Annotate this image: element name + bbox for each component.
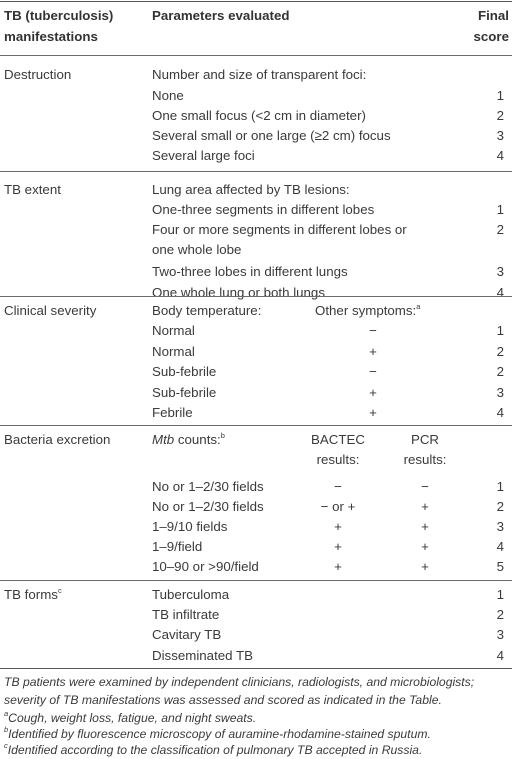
excretion-heading-pcr-line2: results: xyxy=(403,452,447,467)
table-cell: Febrile xyxy=(152,405,193,420)
table-cell: Disseminated TB xyxy=(152,648,253,663)
footnote-b: $^b$Identified by fluorescence microscopy of auramine-rhodamine-stained sputum. xyxy=(4,724,431,741)
table-cell: − xyxy=(421,479,429,494)
excretion-heading-pcr: PCR xyxy=(410,432,440,447)
severity-heading-temp: Body temperature: xyxy=(152,303,262,318)
section-rule xyxy=(0,171,512,172)
header-final-line1: Final xyxy=(477,8,509,23)
score-cell: 4 xyxy=(496,648,504,663)
header-rule xyxy=(0,55,512,56)
header-manifestations-line1: TB (tuberculosis) xyxy=(4,8,114,23)
table-cell: No or 1–2/30 fields xyxy=(152,499,264,514)
section-rule xyxy=(0,296,512,297)
header-manifestations-line2: manifestations xyxy=(4,29,98,44)
table-cell: + xyxy=(421,559,429,574)
excretion-heading-bactec: BACTEC xyxy=(311,432,365,447)
severity-label: Clinical severity xyxy=(4,303,97,318)
table-cell: One whole lung or both lungs xyxy=(152,285,325,300)
excretion-heading-bactec-line2: results: xyxy=(316,452,360,467)
table-cell: Four or more segments in different lobes or xyxy=(152,222,407,237)
table-cell: One small focus (<2 cm in diameter) xyxy=(152,108,366,123)
score-cell: 1 xyxy=(496,202,504,217)
footnote-main: TB patients were examined by independent clinicians, radiologists, and microbiologists; severity of TB manifestations was assessed and scored as indicated in the Table. xyxy=(4,675,475,707)
table-cell: No or 1–2/30 fields xyxy=(152,479,264,494)
table-cell: + xyxy=(369,385,377,400)
score-cell: 1 xyxy=(496,88,504,103)
score-cell: 4 xyxy=(496,148,504,163)
table-cell: 10–90 or >90/field xyxy=(152,559,259,574)
table-cell: − xyxy=(334,479,342,494)
table-cell: Cavitary TB xyxy=(152,627,222,642)
score-cell: 2 xyxy=(496,364,504,379)
score-cell: 3 xyxy=(496,627,504,642)
table-cell: None xyxy=(152,88,184,103)
destruction-heading: Number and size of transparent foci: xyxy=(152,67,367,82)
score-cell: 4 xyxy=(496,285,504,300)
table-cell: − xyxy=(369,364,377,379)
table-cell: Sub-febrile xyxy=(152,385,217,400)
extent-label: TB extent xyxy=(4,182,61,197)
table-cell: + xyxy=(369,344,377,359)
score-cell: 1 xyxy=(496,323,504,338)
score-cell: 1 xyxy=(496,587,504,602)
severity-heading-symptoms: Other symptoms:$^a$ xyxy=(315,301,421,318)
table-cell: + xyxy=(421,539,429,554)
score-cell: 1 xyxy=(496,479,504,494)
table-cell: Two-three lobes in different lungs xyxy=(152,264,348,279)
table-cell: TB infiltrate xyxy=(152,607,220,622)
score-cell: 5 xyxy=(496,559,504,574)
table-cell: one whole lobe xyxy=(152,242,242,257)
score-cell: 3 xyxy=(496,385,504,400)
score-cell: 3 xyxy=(496,264,504,279)
score-cell: 2 xyxy=(496,499,504,514)
table-cell: Normal xyxy=(152,323,195,338)
table-cell: + xyxy=(334,519,342,534)
table-cell: + xyxy=(334,539,342,554)
footnote-c: $^c$Identified according to the classification of pulmonary TB accepted in Russia. xyxy=(4,740,423,757)
destruction-label: Destruction xyxy=(4,67,72,82)
table-cell: − xyxy=(369,323,377,338)
extent-heading: Lung area affected by TB lesions: xyxy=(152,182,350,197)
score-cell: 2 xyxy=(496,344,504,359)
score-cell: 3 xyxy=(496,128,504,143)
footnote-a: $^a$Cough, weight loss, fatigue, and night sweats. xyxy=(4,708,257,725)
table-cell: One-three segments in different lobes xyxy=(152,202,375,217)
table-cell: Sub-febrile xyxy=(152,364,217,379)
section-rule xyxy=(0,425,512,426)
score-cell: 3 xyxy=(496,519,504,534)
table-top-rule xyxy=(0,1,512,2)
table-cell: + xyxy=(334,559,342,574)
excretion-heading-counts: Mtb counts:$^b$ xyxy=(152,430,225,447)
table-cell: − or + xyxy=(320,499,356,514)
score-cell: 4 xyxy=(496,405,504,420)
table-cell: Tuberculoma xyxy=(152,587,230,602)
header-parameters: Parameters evaluated xyxy=(152,8,290,23)
table-cell: 1–9/10 fields xyxy=(152,519,228,534)
score-cell: 2 xyxy=(496,222,504,237)
table-cell: + xyxy=(369,405,377,420)
table-cell: 1–9/field xyxy=(152,539,203,554)
forms-label: TB forms$^c$ xyxy=(4,585,62,602)
table-cell: Several large foci xyxy=(152,148,255,163)
excretion-label: Bacteria excretion xyxy=(4,432,111,447)
table-bottom-rule xyxy=(0,668,512,669)
table-cell: Normal xyxy=(152,344,195,359)
table-cell: Several small or one large (≥2 cm) focus xyxy=(152,128,391,143)
score-cell: 4 xyxy=(496,539,504,554)
score-cell: 2 xyxy=(496,607,504,622)
table-cell: + xyxy=(421,499,429,514)
header-final-line2: score xyxy=(473,29,509,44)
table-cell: + xyxy=(421,519,429,534)
score-cell: 2 xyxy=(496,108,504,123)
section-rule xyxy=(0,580,512,581)
